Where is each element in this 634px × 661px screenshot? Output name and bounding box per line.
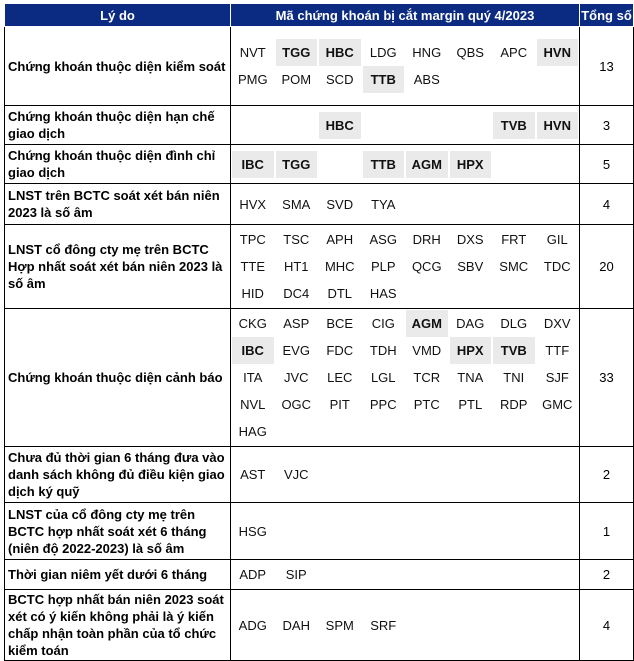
stock-code: CIG <box>371 316 395 331</box>
reason-cell: Chưa đủ thời gian 6 tháng đưa vào danh sách không đủ điều kiện giao dịch ký quỹ <box>5 447 231 503</box>
codes-cell <box>231 503 580 560</box>
stock-code: ABS <box>413 72 440 87</box>
stock-code: HVN <box>537 39 579 66</box>
table-row <box>5 145 634 184</box>
codes-grid <box>231 151 579 178</box>
stock-code: TNA <box>457 370 484 385</box>
stock-code: IBC <box>232 337 274 364</box>
stock-code: JVC <box>283 370 309 385</box>
stock-code: ADG <box>238 617 267 633</box>
stock-code: GIL <box>546 232 568 247</box>
table-row <box>5 27 634 106</box>
codes-grid <box>231 518 579 545</box>
stock-code: ADP <box>239 567 267 582</box>
stock-code: HVX <box>239 196 267 212</box>
stock-code: TGG <box>276 39 318 66</box>
header-total: Tổng số <box>580 4 634 27</box>
stock-code: TVB <box>493 337 535 364</box>
stock-code: SMA <box>282 196 311 212</box>
table-row <box>5 106 634 145</box>
codes-grid <box>231 112 579 139</box>
stock-code: TGG <box>276 151 318 178</box>
stock-code: APC <box>500 45 528 60</box>
table-row <box>5 560 634 590</box>
stock-code: QBS <box>456 45 484 60</box>
stock-code: DXV <box>543 316 571 331</box>
stock-code: TTF <box>545 343 570 358</box>
table-row <box>5 590 634 661</box>
stock-code: SIP <box>285 567 307 582</box>
codes-grid <box>231 39 579 93</box>
table-row <box>5 225 634 309</box>
stock-code: HPX <box>450 337 492 364</box>
stock-code: DAH <box>282 617 310 633</box>
codes-cell <box>231 27 580 106</box>
total-cell: 2 <box>580 447 634 503</box>
stock-code: TCR <box>413 370 441 385</box>
stock-code: HAS <box>369 286 397 301</box>
stock-code: PIT <box>329 397 350 412</box>
codes-grid <box>231 191 579 218</box>
stock-code: VJC <box>283 467 309 482</box>
empty-code-slot <box>363 112 405 139</box>
margin-cut-table <box>4 3 634 661</box>
stock-code: HBC <box>319 112 361 139</box>
stock-code: SRF <box>370 617 397 633</box>
codes-grid <box>231 561 579 588</box>
empty-code-slot <box>450 112 492 139</box>
stock-code: BCE <box>326 316 354 331</box>
stock-code: IBC <box>232 151 274 178</box>
stock-code: DTL <box>327 286 353 301</box>
empty-code-slot <box>276 112 318 139</box>
stock-code: FDC <box>326 343 354 358</box>
codes-grid <box>231 461 579 488</box>
header-row <box>5 4 634 27</box>
stock-code: AGM <box>406 151 448 178</box>
stock-code: TSC <box>283 232 310 247</box>
total-cell: 33 <box>580 309 634 447</box>
stock-code: HVN <box>537 112 579 139</box>
stock-code: ASP <box>283 316 310 331</box>
stock-code: GMC <box>542 397 573 412</box>
total-cell: 4 <box>580 184 634 225</box>
stock-code: AGM <box>406 310 448 337</box>
codes-grid <box>231 226 579 307</box>
stock-code: DXS <box>456 232 484 247</box>
stock-code: DLG <box>500 316 528 331</box>
stock-code: HT1 <box>283 259 309 274</box>
empty-code-slot <box>232 112 274 139</box>
total-cell: 5 <box>580 145 634 184</box>
reason-cell: Chứng khoán thuộc diện cảnh báo <box>5 309 231 447</box>
stock-code: SJF <box>545 370 569 385</box>
stock-code: TYA <box>371 196 396 212</box>
stock-code: APH <box>326 232 354 247</box>
stock-code: PMG <box>237 72 268 87</box>
stock-code: TPC <box>239 232 266 247</box>
stock-code: PTL <box>458 397 483 412</box>
table-body <box>5 27 634 661</box>
stock-code: QCG <box>411 259 442 274</box>
reason-cell: LNST của cổ đông cty mẹ trên BCTC hợp nhất soát xét 6 tháng (niên độ 2022-2023) là số âm <box>5 503 231 560</box>
stock-code: LEC <box>327 370 353 385</box>
stock-code: TNI <box>503 370 525 385</box>
stock-code: SBV <box>457 259 484 274</box>
stock-code: HNG <box>412 45 442 60</box>
reason-cell: Chứng khoán thuộc diện đình chỉ giao dịch <box>5 145 231 184</box>
stock-code: ASG <box>369 232 397 247</box>
reason-cell: Thời gian niêm yết dưới 6 tháng <box>5 560 231 590</box>
total-cell: 1 <box>580 503 634 560</box>
stock-code: HBC <box>319 39 361 66</box>
stock-code: ITA <box>243 370 263 385</box>
stock-code: TTE <box>240 259 266 274</box>
codes-cell <box>231 560 580 590</box>
stock-code: OGC <box>281 397 312 412</box>
stock-code: HSG <box>238 523 267 539</box>
empty-code-slot <box>406 112 448 139</box>
stock-code: TTB <box>363 66 405 93</box>
stock-code: DC4 <box>283 286 310 301</box>
header-reason: Lý do <box>5 4 231 27</box>
stock-code: TTB <box>363 151 405 178</box>
stock-code: PLP <box>370 259 396 274</box>
reason-cell: BCTC hợp nhất bán niên 2023 soát xét có ý kiến không phải là ý kiến chấp nhận toàn phần của tổ chức kiểm toán <box>5 590 231 661</box>
stock-code: SMC <box>499 259 529 274</box>
total-cell: 4 <box>580 590 634 661</box>
reason-cell: LNST cổ đông cty mẹ trên BCTC Hợp nhất soát xét bán niên 2023 là số âm <box>5 225 231 309</box>
stock-code: SPM <box>325 617 354 633</box>
stock-code: HAG <box>238 424 267 439</box>
stock-code: SVD <box>326 196 354 212</box>
table-row <box>5 309 634 447</box>
stock-code: POM <box>281 72 312 87</box>
codes-grid <box>231 310 579 445</box>
stock-code: DAG <box>456 316 485 331</box>
stock-code: TDC <box>543 259 571 274</box>
stock-code: PTC <box>413 397 440 412</box>
total-cell: 20 <box>580 225 634 309</box>
stock-code: AST <box>240 467 266 482</box>
stock-code: PPC <box>369 397 397 412</box>
stock-code: TDH <box>369 343 397 358</box>
empty-code-slot <box>319 151 361 178</box>
codes-cell <box>231 309 580 447</box>
stock-code: CKG <box>238 316 267 331</box>
reason-cell: Chứng khoán thuộc diện kiểm soát <box>5 27 231 106</box>
codes-cell <box>231 590 580 661</box>
codes-cell <box>231 225 580 309</box>
stock-code: TVB <box>493 112 535 139</box>
stock-code: HID <box>241 286 264 301</box>
stock-code: NVT <box>239 45 266 60</box>
codes-cell <box>231 184 580 225</box>
reason-cell: LNST trên BCTC soát xét bán niên 2023 là số âm <box>5 184 231 225</box>
codes-grid <box>231 612 579 639</box>
stock-code: MHC <box>324 259 355 274</box>
total-cell: 2 <box>580 560 634 590</box>
stock-code: FRT <box>501 232 527 247</box>
stock-code: SCD <box>326 72 354 87</box>
codes-cell <box>231 145 580 184</box>
codes-cell <box>231 447 580 503</box>
stock-code: LGL <box>370 370 396 385</box>
reason-cell: Chứng khoán thuộc diện hạn chế giao dịch <box>5 106 231 145</box>
stock-code: RDP <box>500 397 528 412</box>
table-row <box>5 503 634 560</box>
header-codes: Mã chứng khoán bị cắt margin quý 4/2023 <box>231 4 580 27</box>
codes-cell <box>231 106 580 145</box>
stock-code: DRH <box>412 232 441 247</box>
stock-code: LDG <box>369 45 397 60</box>
table-row <box>5 184 634 225</box>
stock-code: HPX <box>450 151 492 178</box>
total-cell: 13 <box>580 27 634 106</box>
total-cell: 3 <box>580 106 634 145</box>
stock-code: NVL <box>240 397 266 412</box>
stock-code: VMD <box>412 343 442 358</box>
table-row <box>5 447 634 503</box>
stock-code: EVG <box>282 343 310 358</box>
